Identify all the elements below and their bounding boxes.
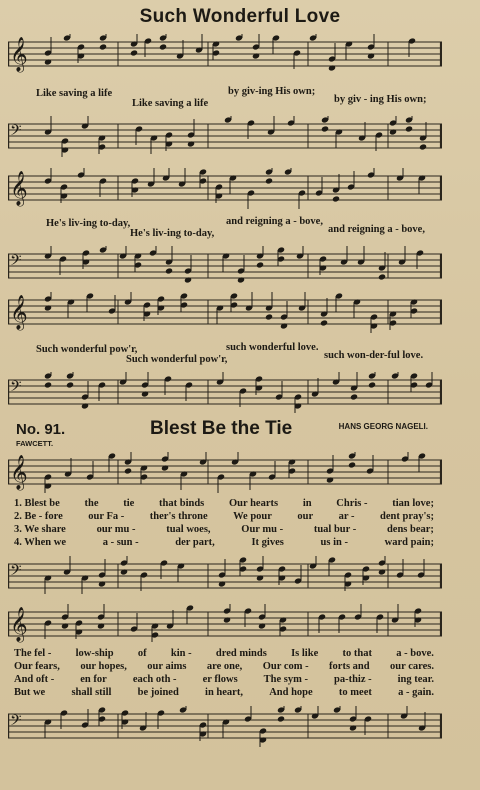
hymn-author: FAWCETT.: [16, 439, 54, 448]
music-staff-treble-4: [8, 452, 442, 496]
lyric-line: Such wonderful pow'r,: [126, 354, 228, 365]
verse-2-line: 2. Be - fore our Fa - ther's throne We pour our ar - dent pray's;: [14, 511, 434, 522]
music-staff-bass-1: [8, 116, 442, 160]
svg-text:𝄞: 𝄞: [10, 607, 28, 642]
lyric-line: by giv - ing His own;: [334, 94, 427, 105]
song-title-such-wonderful-love: Such Wonderful Love: [139, 6, 341, 27]
verse-2-refrain-line: Our fears, our hopes, our aims are one, Our com - forts and our cares.: [14, 661, 434, 672]
lyric-line: by giv-ing His own;: [228, 86, 316, 97]
svg-text:𝄢: 𝄢: [10, 252, 22, 273]
music-staff-bass-2: [8, 246, 442, 290]
svg-text:𝄞: 𝄞: [10, 171, 28, 206]
lyric-line: He's liv-ing to-day,: [46, 218, 131, 229]
verse-3-line: 3. We share our mu - tual woes, Our mu - tual bur - dens bear;: [14, 524, 434, 535]
lyric-line: and reigning a - bove,: [226, 216, 323, 227]
verse-4-line: 4. When we a - sun - der part, It gives us in - ward pain;: [14, 537, 434, 548]
hymn-number: No. 91.: [16, 421, 66, 438]
svg-text:𝄞: 𝄞: [10, 455, 28, 490]
music-staff-bass-3: [8, 372, 442, 416]
svg-text:𝄢: 𝄢: [10, 562, 22, 583]
svg-text:𝄞: 𝄞: [10, 295, 28, 330]
svg-text:𝄢: 𝄢: [10, 122, 22, 143]
music-staff-bass-5: [8, 706, 442, 750]
lyric-line: Like saving a life: [36, 88, 113, 99]
svg-text:𝄢: 𝄢: [10, 378, 22, 399]
verse-4-refrain-line: But we shall still be joined in heart, And hope to meet a - gain.: [14, 687, 434, 698]
svg-text:𝄞: 𝄞: [10, 37, 28, 72]
lyric-line: and reigning a - bove,: [328, 224, 425, 235]
music-staff-treble-2: [8, 168, 442, 212]
svg-text:𝄢: 𝄢: [10, 712, 22, 733]
lyric-line: such wonderful love.: [226, 342, 319, 353]
music-staff-treble-5: [8, 604, 442, 648]
verse-1-refrain-line: The fel - low-ship of kin - dred minds Is like to that a - bove.: [14, 648, 434, 659]
lyric-line: He's liv-ing to-day,: [130, 228, 215, 239]
hymn-composer: HANS GEORG NAGELI.: [338, 422, 428, 431]
lyric-line: such won-der-ful love.: [324, 350, 424, 361]
music-staff-treble-1: [8, 34, 442, 78]
lyric-line: Such wonderful pow'r,: [36, 344, 138, 355]
music-staff-bass-4: [8, 556, 442, 600]
hymn-title: Blest Be the Tie: [150, 418, 293, 439]
music-staff-treble-3: [8, 292, 442, 336]
lyric-line: Like saving a life: [132, 98, 209, 109]
verse-1-line: 1. Blest be the tie that binds Our hearts in Chris - tian love;: [14, 498, 434, 509]
verse-3-refrain-line: And oft - en for each oth - er flows The sym - pa-thiz - ing tear.: [14, 674, 434, 685]
